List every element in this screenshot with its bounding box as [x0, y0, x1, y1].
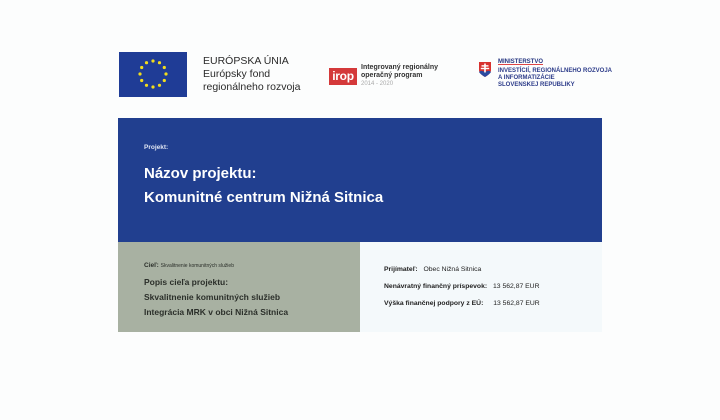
- ministry-title: MINISTERSTVO: [498, 59, 544, 65]
- grant-row: [384, 283, 540, 290]
- goal-desc-line-2: Integrácia MRK v obci Nižná Sitnica: [144, 307, 289, 317]
- eu-support-value: 13 562,87 EUR: [493, 300, 540, 307]
- goal-desc-line-1: Skvalitnenie komunitných služieb: [144, 292, 281, 302]
- ministry-logo: [478, 59, 612, 89]
- recipient-label: Prijímateľ:: [384, 266, 418, 273]
- ministry-line-4: SLOVENSKEJ REPUBLIKY: [498, 82, 575, 88]
- project-name-heading: Názov projektu:: [144, 165, 257, 182]
- goal-panel: [118, 242, 360, 332]
- eu-fund-line-2: regionálneho rozvoja: [203, 81, 301, 93]
- goal-value: Skvalitnenie komunitných služieb: [160, 263, 234, 269]
- goal-desc-title: Popis cieľa projektu:: [144, 277, 229, 287]
- irop-text: [361, 64, 438, 88]
- slovak-coat-of-arms-icon: [478, 61, 492, 78]
- project-name: Komunitné centrum Nižná Sitnica: [144, 189, 384, 206]
- eu-flag-icon: [119, 52, 187, 97]
- irop-line-1: Integrovaný regionálny: [361, 64, 439, 71]
- irop-years: 2014 - 2020: [361, 81, 394, 87]
- recipient-row: [384, 266, 481, 273]
- ministry-line-2: INVESTÍCIÍ, REGIONÁLNEHO ROZVOJA: [498, 68, 613, 74]
- eu-support-label: Výška finančnej podpory z EÚ:: [384, 300, 484, 307]
- eu-title: EURÓPSKA ÚNIA: [203, 55, 289, 67]
- ministry-line-3: A INFORMATIZÁCIE: [498, 75, 555, 81]
- irop-logo: [329, 64, 438, 88]
- project-title-panel: [118, 118, 602, 242]
- recipient-value: Obec Nižná Sitnica: [423, 266, 482, 273]
- irop-badge-icon: irop: [329, 68, 357, 85]
- eu-text: [203, 55, 300, 94]
- ministry-text: [498, 59, 612, 89]
- eu-logo: [119, 52, 300, 97]
- funding-info-panel: [360, 242, 602, 332]
- eu-fund-line: Európsky fond: [203, 68, 271, 80]
- goal-description: [144, 275, 288, 320]
- eu-support-row: [384, 300, 540, 307]
- irop-line-2: operačný program: [361, 72, 423, 79]
- project-title: [144, 162, 383, 210]
- project-label: Projekt:: [144, 144, 169, 151]
- goal-label: Cieľ:: [144, 262, 159, 269]
- grant-label: Nenávratný finančný príspevok:: [384, 283, 488, 290]
- goal-line: [144, 262, 234, 269]
- grant-value: 13 562,87 EUR: [493, 283, 540, 290]
